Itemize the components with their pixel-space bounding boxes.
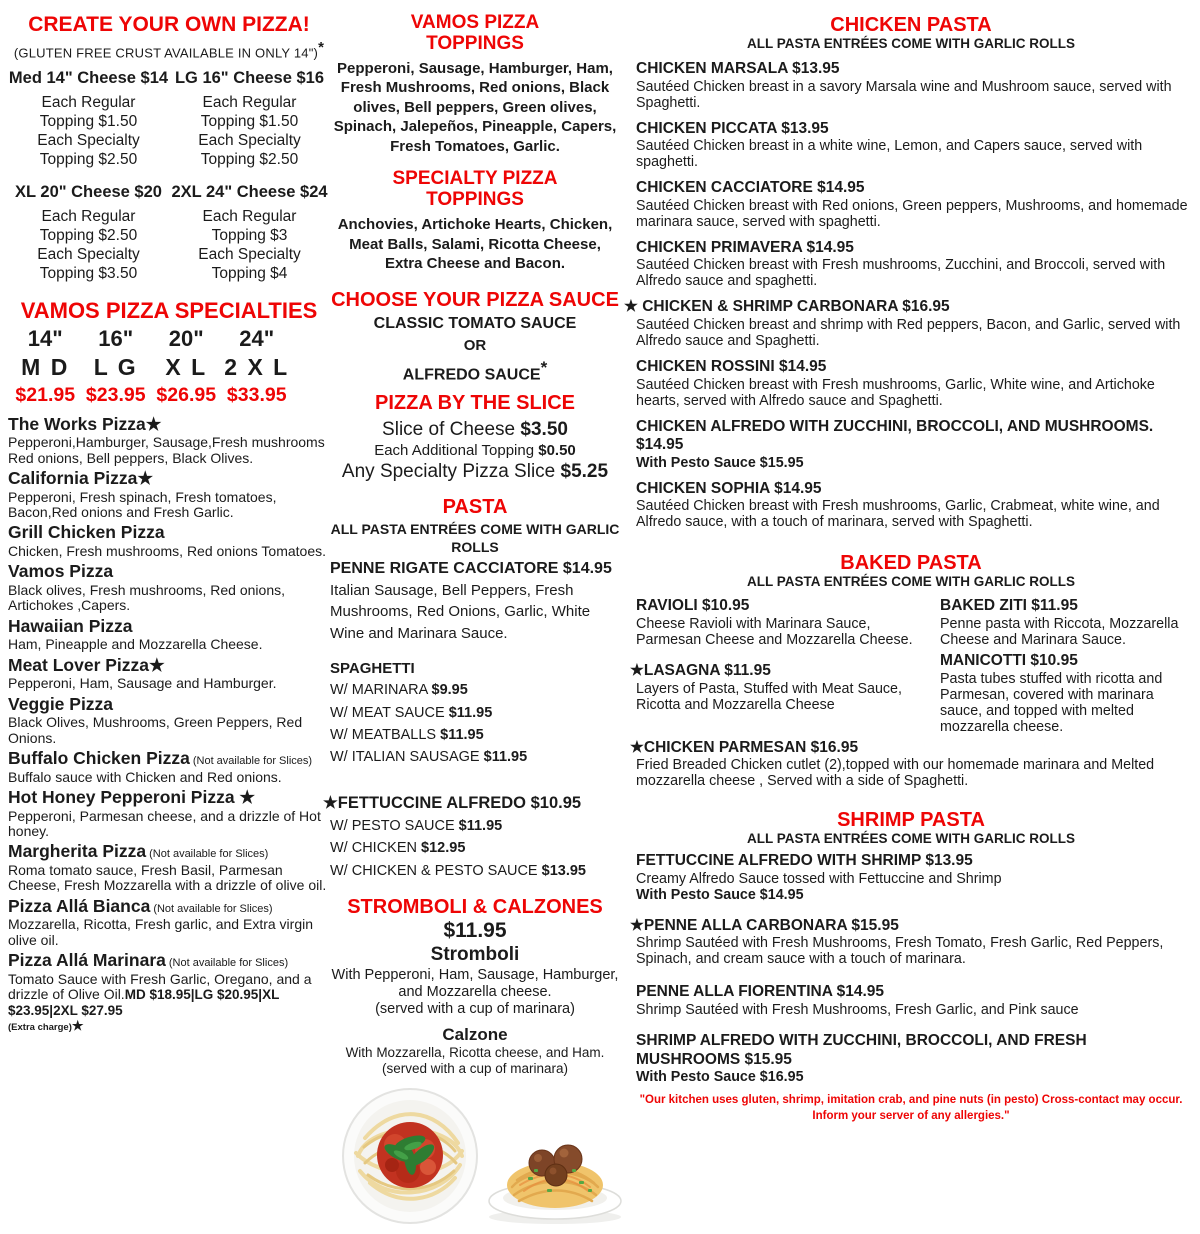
fettuccine-option: W/ CHICKEN & PESTO SAUCE $13.95 [330, 862, 586, 879]
list-item: Margherita Pizza (Not available for Slices) Roma tomato sauce, Fresh Basil, Parmesan Cheese, Fresh Mozzarella with a drizzle of olive oil. [8, 841, 327, 894]
list-item: Hot Honey Pepperoni Pizza ★ Pepperoni, Parmesan cheese, and a drizzle of Hot honey. [8, 787, 321, 839]
menu-item: FETTUCCINE ALFREDO WITH SHRIMP $13.95 Creamy Alfredo Sauce tossed with Fettuccine and Shrimp With Pesto Sauce $14.95 [636, 852, 1002, 903]
spaghetti-name: SPAGHETTI [330, 660, 415, 678]
create-your-own-title: CREATE YOUR OWN PIZZA! [28, 13, 310, 36]
sauce-option-tomato: CLASSIC TOMATO SAUCE [373, 314, 577, 332]
gluten-free-note: (GLUTEN FREE CRUST AVAILABLE IN ONLY 14")* [13, 39, 325, 61]
penne-rigate-desc: Italian Sausage, Bell Peppers, Fresh Mushrooms, Red Onions, Garlic, White Wine and Marinara Sauce. [330, 582, 591, 642]
toppings-section [330, 13, 620, 156]
chicken-pasta-subtitle: ALL PASTA ENTRÉES COME WITH GARLIC ROLLS [747, 36, 1075, 51]
right-column [624, 0, 1192, 1124]
specialties-price-table [10, 326, 292, 407]
left-column [8, 0, 330, 1032]
chicken-pasta-section [624, 14, 1192, 531]
food-photos [330, 1083, 620, 1234]
size-option-2xl-24: 2XL 24" Cheese $24 Each Regular Topping $3 Each Specialty Topping $4 [171, 182, 328, 282]
baked-right-column [940, 595, 1192, 734]
footnote-asterisk: * [318, 39, 325, 56]
baked-left-column [630, 595, 922, 734]
list-item: Hawaiian Pizza Ham, Pineapple and Mozzarella Cheese. [8, 615, 263, 653]
size-option-lg-16: LG 16" Cheese $16 Each Regular Topping $1.50 Each Specialty Topping $2.50 [174, 69, 325, 169]
pasta-section [330, 496, 620, 644]
shrimp-pasta-title: SHRIMP PASTA [837, 809, 985, 832]
allergy-disclaimer: "Our kitchen uses gluten, shrimp, imitation crab, and pine nuts (in pesto) Cross-contact may occur. Inform your server of any allergies." [639, 1094, 1183, 1122]
menu-item: PENNE ALLA FIORENTINA $14.95 Shrimp Sautéed with Fresh Mushrooms, Fresh Garlic, and Pink sauce [636, 983, 1079, 1018]
menu-item: CHICKEN PICCATA $13.95 Sautéed Chicken breast in a white wine, Lemon, and Capers sauce, served with spaghetti. [636, 119, 1143, 171]
penne-rigate-name: PENNE RIGATE CACCIATORE $14.95 [330, 560, 612, 578]
spaghetti-option: W/ MEATBALLS $11.95 [330, 726, 484, 743]
fettuccine-section [323, 793, 620, 882]
size-option-xl-20: XL 20" Cheese $20 Each Regular Topping $2.50 Each Specialty Topping $3.50 [15, 182, 162, 282]
fettuccine-alfredo-name: ★FETTUCCINE ALFREDO $10.95 [323, 793, 582, 812]
chicken-pasta-title: CHICKEN PASTA [830, 14, 992, 36]
baked-pasta-section [630, 552, 1192, 789]
sauce-title: CHOOSE YOUR PIZZA SAUCE [331, 288, 619, 311]
baked-pasta-grid [630, 595, 1192, 734]
baked-pasta-title: BAKED PASTA [840, 552, 982, 575]
calzone-desc: With Mozzarella, Ricotta cheese, and Ham. (served with a cup of marinara) [345, 1044, 605, 1076]
stromboli-desc: With Pepperoni, Ham, Sausage, Hamburger, and Mozzarella cheese. [331, 967, 619, 1001]
menu-item: ★CHICKEN PARMESAN $16.95 Fried Breaded Chicken cutlet (2),topped with our homemade marinara and Melted mozzarella cheese , Served with a side of Spaghetti. [630, 738, 1155, 790]
size-prices-row: $21.95 $23.95 $26.95 $33.95 [15, 383, 287, 406]
toppings-title: VAMOS PIZZA TOPPINGS [410, 12, 540, 54]
menu-item: ★PENNE ALLA CARBONARA $15.95 Shrimp Sautéed with Fresh Mushrooms, Fresh Tomato, Fresh Garlic, Red Peppers, Spinach, and cream sauce with a touch of marinara. [630, 916, 1164, 968]
list-item: Pizza Allá Bianca (Not available for Slices) Mozzarella, Ricotta, Fresh garlic, and Extra virgin olive oil. [8, 895, 313, 948]
stromboli-title: STROMBOLI & CALZONES [347, 896, 603, 919]
extra-charge-note: (Extra charge)★ [8, 1017, 84, 1033]
slice-title: PIZZA BY THE SLICE [374, 391, 576, 414]
pizza-sauce-section [330, 289, 620, 384]
create-your-own-section [8, 13, 330, 284]
stromboli-name: Stromboli [430, 944, 520, 966]
pasta-subtitle: ALL PASTA ENTRÉES COME WITH GARLIC ROLLS [330, 521, 620, 555]
spaghetti-option: W/ MEAT SAUCE $11.95 [330, 704, 493, 721]
upcharge-prices: MD $18.95|LG $20.95|XL $23.95|2XL $27.95 [8, 987, 280, 1018]
specialty-toppings-section [330, 169, 620, 273]
menu-item: CHICKEN ROSSINI $14.95 Sautéed Chicken breast with Fresh mushrooms, Garlic, White wine, and Artichoke hearts, served with Alfredo sauce and Spaghetti. [636, 357, 1155, 409]
create-size-grid [8, 69, 330, 283]
specialty-toppings-title: SPECIALTY PIZZA TOPPINGS [392, 168, 558, 211]
specialties-title: VAMOS PIZZA SPECIALTIES [20, 297, 318, 323]
list-item: Meat Lover Pizza★ Pepperoni, Ham, Sausage and Hamburger. [8, 654, 277, 692]
baked-pasta-subtitle: ALL PASTA ENTRÉES COME WITH GARLIC ROLLS [747, 574, 1075, 590]
list-item: California Pizza★ Pepperoni, Fresh spinach, Fresh tomatoes, Bacon,Red onions and Fresh Garlic. [8, 467, 277, 520]
stromboli-price: $11.95 [443, 919, 507, 943]
spaghetti-marinara-plate-image [340, 1083, 480, 1234]
slice-specialty-line: Any Specialty Pizza Slice $5.25 [341, 461, 609, 483]
list-item: Grill Chicken Pizza Chicken, Fresh mushrooms, Red onions Tomatoes. [8, 522, 326, 559]
stromboli-calzones-section [330, 896, 620, 1077]
calzone-name: Calzone [442, 1024, 508, 1044]
menu-item: BAKED ZITI $11.95 Penne pasta with Riccota, Mozzarella Cheese and Marinara Sauce. [940, 597, 1179, 648]
spaghetti-option: W/ ITALIAN SAUSAGE $11.95 [330, 749, 528, 766]
shrimp-pasta-subtitle: ALL PASTA ENTRÉES COME WITH GARLIC ROLLS [747, 831, 1075, 847]
spaghetti-section [330, 660, 620, 769]
pizza-by-slice-section [330, 392, 620, 484]
menu-item: ★ CHICKEN & SHRIMP CARBONARA $16.95 Sautéed Chicken breast and shrimp with Red peppers, Bacon, and Garlic, served with Alfredo sauce and Spaghetti. [624, 298, 1181, 349]
menu-item: RAVIOLI $10.95 Cheese Ravioli with Marinara Sauce, Parmesan Cheese and Mozzarella Cheese. [636, 597, 913, 648]
pasta-title: PASTA [442, 496, 508, 519]
menu-item: MANICOTTI $10.95 Pasta tubes stuffed with ricotta and Parmesan, covered with marinara sauce, and topped with melted mozzarella cheese. [940, 651, 1163, 735]
size-inches-row: 14" 16" 20" 24" [27, 325, 275, 351]
spaghetti-meatballs-plate-image [484, 1125, 626, 1230]
list-item: Buffalo Chicken Pizza (Not available for Slices) Buffalo sauce with Chicken and Red onions. [8, 748, 313, 785]
specialty-toppings-list: Anchovies, Artichoke Hearts, Chicken, Meat Balls, Salami, Ricotta Cheese, Extra Cheese and Bacon. [337, 216, 613, 273]
size-labels-row: M D L G X L 2 X L [21, 353, 290, 380]
footnote-asterisk: * [540, 357, 548, 377]
fettuccine-option: W/ PESTO SAUCE $11.95 [330, 817, 503, 834]
stromboli-note: (served with a cup of marinara) [375, 1001, 575, 1018]
menu-item: CHICKEN CACCIATORE $14.95 Sautéed Chicken breast with Red onions, Green peppers, Mushrooms, and homemade marinara sauce, served with spaghetti. [636, 179, 1188, 230]
toppings-list: Pepperoni, Sausage, Hamburger, Ham, Fresh Mushrooms, Red onions, Black olives, Bell peppers, Green olives, Spinach, Jalepeños, Pineapple, Capers, Fresh Tomatoes, Garlic. [333, 59, 617, 155]
slice-topping-line: Each Additional Topping $0.50 [374, 441, 576, 459]
menu-item: CHICKEN ALFREDO WITH ZUCCHINI, BROCCOLI, AND MUSHROOMS. $14.95 With Pesto Sauce $15.95 [636, 417, 1154, 471]
menu-item: ★LASAGNA $11.95 Layers of Pasta, Stuffed with Meat Sauce, Ricotta and Mozzarella Cheese [630, 661, 902, 713]
menu-item: CHICKEN PRIMAVERA $14.95 Sautéed Chicken breast with Fresh mushrooms, Zucchini, and Broccoli, served with Alfredo sauce and spaghetti. [636, 238, 1166, 290]
shrimp-pasta-section [630, 809, 1192, 1085]
menu-item: CHICKEN SOPHIA $14.95 Sautéed Chicken breast with Fresh mushrooms, Garlic, Crabmeat, white wine, and Alfredo sauce, with a touch of marinara, served with Spaghetti. [636, 479, 1160, 531]
slice-cheese-line: Slice of Cheese $3.50 [382, 418, 568, 440]
list-item: The Works Pizza★ Pepperoni,Hamburger, Sausage,Fresh mushrooms Red onions, Bell peppers, Black Olives. [8, 413, 325, 466]
list-item: Pizza Allá Marinara (Not available for Slices) Tomato Sauce with Fresh Garlic, Oregano, and a drizzle of Olive Oil.MD $18.95|LG $20.95|XL $23.95|2XL $27.95 (Extra charge)★ [8, 951, 330, 1032]
fettuccine-option: W/ CHICKEN $12.95 [330, 840, 466, 857]
list-item: Vamos Pizza Black olives, Fresh mushrooms, Red onions, Artichokes ,Capers. [8, 561, 285, 614]
sauce-option-alfredo: ALFREDO SAUCE* [402, 357, 548, 383]
specialty-pizza-list [8, 415, 330, 1033]
spaghetti-option: W/ MARINARA $9.95 [330, 682, 468, 699]
menu-item: SHRIMP ALFREDO WITH ZUCCHINI, BROCCOLI, AND FRESH MUSHROOMS $15.95 With Pesto Sauce $16.95 [636, 1031, 1087, 1086]
middle-column [323, 0, 620, 1234]
sauce-or: OR [463, 336, 487, 354]
list-item: Veggie Pizza Black Olives, Mushrooms, Green Peppers, Red Onions. [8, 693, 303, 746]
menu-item: CHICKEN MARSALA $13.95 Sautéed Chicken breast in a savory Marsala wine and Mushroom sauce, served with Spaghetti. [636, 60, 1172, 111]
specialties-section [8, 298, 330, 1033]
size-option-med-14: Med 14" Cheese $14 Each Regular Topping $1.50 Each Specialty Topping $2.50 [8, 69, 169, 169]
